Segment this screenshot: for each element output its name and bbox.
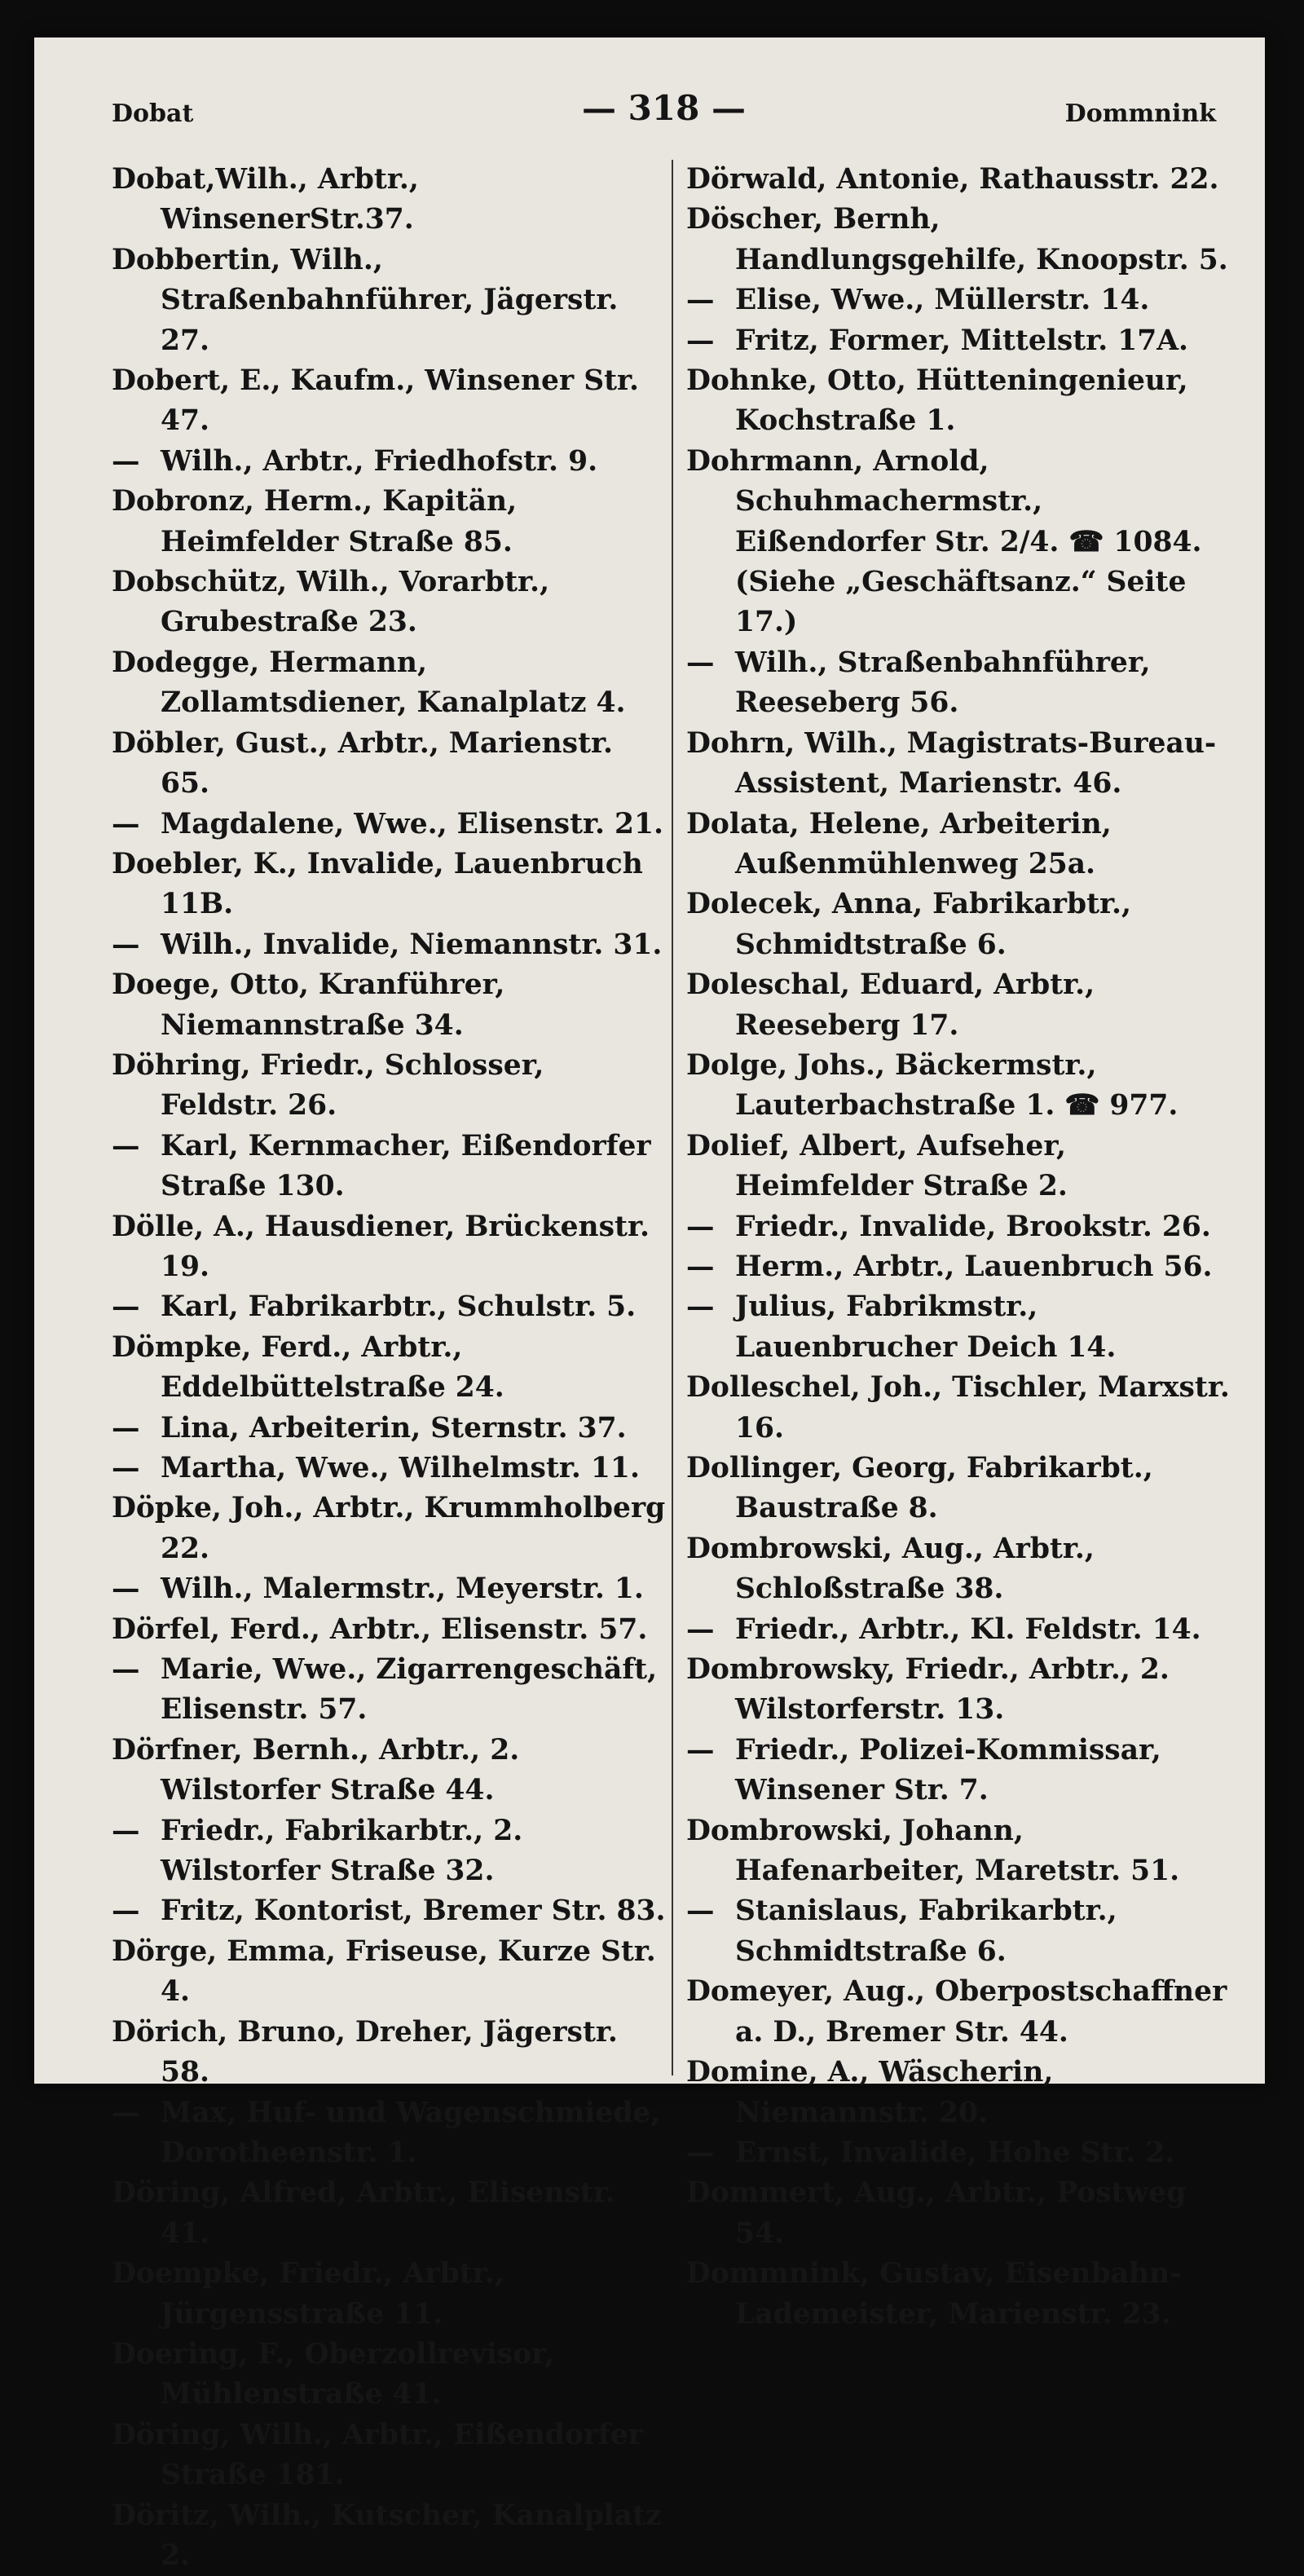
entry-text: Dolleschel, Joh., Tischler, Marxstr. 16. [686, 1371, 1230, 1445]
ditto-dash: — [112, 1895, 140, 1928]
entry-text: Doleschal, Eduard, Arbtr., Reeseberg 17. [686, 968, 1095, 1042]
entry-text: Lina, Arbeiterin, Sternstr. 37. [161, 1411, 627, 1445]
entry-text: Karl, Fabrikarbtr., Schulstr. 5. [161, 1290, 637, 1324]
directory-entry [112, 1449, 666, 1489]
directory-entry [112, 2173, 666, 2254]
entry-text: Fritz, Former, Mittelstr. 17A. [735, 324, 1189, 357]
entry-text: Ernst, Invalide, Hohe Str. 2. [735, 2136, 1175, 2169]
column-divider [672, 160, 673, 2075]
entry-text: Herm., Arbtr., Lauenbruch 56. [735, 1250, 1213, 1283]
entry-text: Dolata, Helene, Arbeiterin, Außenmühlenweg 25a. [686, 807, 1112, 880]
entry-text: Dodegge, Hermann, Zollamtsdiener, Kanalplatz 4. [112, 646, 626, 720]
entry-text: Karl, Kernmacher, Eißendorfer Straße 130. [161, 1129, 651, 1203]
ditto-dash: — [686, 1210, 715, 1243]
directory-entry [112, 1610, 666, 1650]
entry-text: Friedr., Arbtr., Kl. Feldstr. 14. [735, 1612, 1201, 1646]
directory-page [34, 37, 1265, 2572]
directory-entry [686, 361, 1240, 442]
ditto-dash: — [112, 807, 140, 840]
ditto-dash: — [112, 928, 140, 961]
directory-entry [112, 1328, 666, 1409]
directory-entry [686, 884, 1240, 965]
right-column [686, 160, 1240, 2335]
directory-entry [112, 1932, 666, 2013]
directory-entry [112, 2013, 666, 2093]
entry-text: Dommnink, Gustav, Eisenbahn-Lademeister, Marienstr. 23. [686, 2257, 1182, 2331]
entry-text: Döscher, Bernh, Handlungsgehilfe, Knoopstr. 5. [686, 203, 1228, 276]
directory-entry [686, 160, 1240, 200]
entry-text: Friedr., Polizei-Kommissar, Winsener Str. 7. [735, 1733, 1161, 1807]
entry-text: Domine, A., Wäscherin, Niemannstr. 20. [686, 2056, 1054, 2129]
directory-entry [686, 1811, 1240, 1892]
entry-text: Domeyer, Aug., Oberpostschaffner a. D., Bremer Str. 44. [686, 1975, 1227, 2049]
entry-text: Döpke, Joh., Arbtr., Krummholberg 22. [112, 1492, 666, 1565]
entry-text: Dombrowsky, Friedr., Arbtr., 2. Wilstorferstr. 13. [686, 1653, 1170, 1727]
directory-entry [686, 965, 1240, 1046]
directory-entry [686, 1127, 1240, 1207]
directory-entry [686, 1610, 1240, 1650]
ditto-dash: — [112, 2096, 140, 2129]
directory-entry [112, 2496, 666, 2576]
directory-entry [112, 925, 666, 965]
header-left-catchword: Dobat [112, 99, 194, 128]
entry-text: Dobbertin, Wilh., Straßenbahnführer, Jägerstr. 27. [112, 243, 619, 357]
entry-text: Stanislaus, Fabrikarbtr., Schmidtstraße 6. [735, 1895, 1117, 1968]
directory-entry [686, 442, 1240, 643]
entry-text: Martha, Wwe., Wilhelmstr. 11. [161, 1452, 640, 1484]
directory-entry [686, 2254, 1240, 2335]
entry-text: Doege, Otto, Kranführer, Niemannstraße 34. [112, 968, 505, 1042]
ditto-dash: — [112, 1129, 140, 1162]
ditto-dash: — [112, 444, 140, 478]
running-head [112, 88, 1216, 137]
ditto-dash: — [686, 2136, 715, 2169]
directory-entry [112, 1489, 666, 1569]
directory-entry [112, 2335, 666, 2415]
entry-text: Dömpke, Ferd., Arbtr., Eddelbüttelstraße 24. [112, 1330, 504, 1405]
ditto-dash: — [686, 284, 715, 317]
entry-text: Dohnke, Otto, Hütteningenieur, Kochstraße 1. [686, 364, 1188, 438]
entry-text: Elise, Wwe., Müllerstr. 14. [735, 284, 1150, 317]
directory-entry [686, 805, 1240, 885]
directory-entry [112, 1207, 666, 1288]
entry-text: Dohrmann, Arnold, Schuhmachermstr., Eißendorfer Str. 2/4. ☎ 1084. (Siehe „Geschäftsanz.“ Seite 17.) [686, 444, 1202, 639]
entry-text: Doempke, Friedr., Arbtr., Jürgensstraße 11. [112, 2257, 504, 2331]
entry-text: Dörfner, Bernh., Arbtr., 2. Wilstorfer Straße 44. [112, 1733, 520, 1807]
entry-text: Dobronz, Herm., Kapitän, Heimfelder Straße 85. [112, 485, 518, 558]
entry-text: Friedr., Fabrikarbtr., 2. Wilstorfer Straße 32. [161, 1814, 523, 1888]
directory-entry [686, 1529, 1240, 1610]
directory-entry [112, 442, 666, 482]
directory-entry [112, 1127, 666, 1207]
directory-entry [686, 1247, 1240, 1287]
directory-entry [112, 1569, 666, 1609]
directory-entry [112, 965, 666, 1046]
directory-entry [112, 1046, 666, 1127]
entry-text: Dörfel, Ferd., Arbtr., Elisenstr. 57. [112, 1612, 648, 1646]
ditto-dash: — [686, 646, 715, 679]
entry-text: Wilh., Invalide, Niemannstr. 31. [161, 928, 663, 961]
entry-text: Dombrowski, Johann, Hafenarbeiter, Maretstr. 51. [686, 1814, 1180, 1888]
entry-text: Dohrn, Wilh., Magistrats-Bureau-Assistent, Marienstr. 46. [686, 726, 1217, 801]
ditto-dash: — [112, 1452, 140, 1484]
directory-entry [686, 321, 1240, 361]
directory-entry [112, 482, 666, 562]
directory-entry [112, 724, 666, 805]
ditto-dash: — [112, 1814, 140, 1847]
entry-text: Wilh., Arbtr., Friedhofstr. 9. [161, 444, 598, 478]
directory-entry [112, 845, 666, 925]
ditto-dash: — [112, 1411, 140, 1445]
entry-text: Dolge, Johs., Bäckermstr., Lauterbachstraße 1. ☎ 977. [686, 1048, 1178, 1123]
ditto-dash: — [686, 1250, 715, 1283]
directory-entry [112, 1650, 666, 1731]
directory-entry [686, 1972, 1240, 2053]
entry-text: Wilh., Straßenbahnführer, Reeseberg 56. [735, 646, 1151, 720]
directory-entry [686, 1046, 1240, 1127]
directory-entry [112, 805, 666, 845]
entry-text: Max, Huf- und Wagenschmiede, Dorotheenstr. 1. [161, 2096, 661, 2169]
left-column [112, 160, 666, 2576]
entry-text: Dobschütz, Wilh., Vorarbtr., Grubestraße 23. [112, 566, 550, 639]
entry-text: Dobat,Wilh., Arbtr., WinsenerStr.37. [112, 163, 419, 236]
directory-entry [112, 1287, 666, 1327]
entry-text: Dolief, Albert, Aufseher, Heimfelder Straße 2. [686, 1129, 1068, 1203]
entry-text: Dörwald, Antonie, Rathausstr. 22. [686, 163, 1219, 196]
directory-entry [686, 1731, 1240, 1811]
directory-entry [112, 1731, 666, 1811]
ditto-dash: — [112, 1653, 140, 1687]
ditto-dash: — [112, 1290, 140, 1324]
entry-text: Doebler, K., Invalide, Lauenbruch 11B. [112, 847, 643, 921]
ditto-dash: — [686, 324, 715, 357]
entry-text: Dölle, A., Hausdiener, Brückenstr. 19. [112, 1210, 650, 1283]
directory-entry [112, 1811, 666, 1892]
directory-entry [686, 1891, 1240, 1972]
directory-entry [112, 643, 666, 724]
entry-text: Döbler, Gust., Arbtr., Marienstr. 65. [112, 726, 614, 801]
directory-entry [686, 2133, 1240, 2173]
directory-entry [112, 160, 666, 240]
ditto-dash: — [686, 1290, 715, 1324]
entry-text: Dörge, Emma, Friseuse, Kurze Str. 4. [112, 1934, 656, 2009]
ditto-dash: — [686, 1895, 715, 1928]
directory-entry [686, 1287, 1240, 1368]
directory-entry [112, 1891, 666, 1931]
directory-entry [686, 2173, 1240, 2254]
entry-text: Wilh., Malermstr., Meyerstr. 1. [161, 1573, 644, 1606]
directory-entry [112, 1409, 666, 1449]
directory-entry [686, 1650, 1240, 1731]
entry-text: Döring, Alfred, Arbtr., Elisenstr. 41. [112, 2177, 615, 2250]
directory-entry [686, 724, 1240, 805]
entry-text: Dommert, Aug., Arbtr., Postweg 54. [686, 2177, 1187, 2250]
entry-text: Dolecek, Anna, Fabrikarbtr., Schmidtstraße 6. [686, 888, 1132, 961]
directory-entry [112, 2254, 666, 2335]
ditto-dash: — [112, 1573, 140, 1606]
header-right-catchword: Dommnink [1064, 99, 1216, 128]
directory-entry [686, 2053, 1240, 2133]
directory-entry [112, 2415, 666, 2496]
entry-text: Dörich, Bruno, Dreher, Jägerstr. 58. [112, 2015, 618, 2089]
entry-text: Döritz, Wilh., Kutscher, Kanalplatz 2. [112, 2499, 662, 2572]
directory-entry [686, 643, 1240, 724]
directory-entry [112, 240, 666, 361]
entry-text: Döhring, Friedr., Schlosser, Feldstr. 26. [112, 1048, 544, 1123]
entry-text: Döring, Wilh., Arbtr., Eißendorfer Straße 181. [112, 2418, 643, 2492]
entry-text: Marie, Wwe., Zigarrengeschäft, Elisenstr. 57. [161, 1653, 658, 1727]
ditto-dash: — [686, 1733, 715, 1767]
page-number: — 318 — [582, 88, 746, 128]
directory-entry [686, 280, 1240, 320]
entry-text: Dombrowski, Aug., Arbtr., Schloßstraße 38. [686, 1532, 1095, 1606]
entry-text: Friedr., Invalide, Brookstr. 26. [735, 1210, 1211, 1243]
ditto-dash: — [686, 1612, 715, 1646]
directory-entry [686, 1368, 1240, 1449]
entry-text: Dollinger, Georg, Fabrikarbt., Baustraße 8. [686, 1452, 1153, 1525]
directory-entry [686, 1449, 1240, 1529]
entry-text: Fritz, Kontorist, Bremer Str. 83. [161, 1895, 666, 1928]
directory-entry [686, 1207, 1240, 1247]
directory-entry [112, 2093, 666, 2174]
directory-entry [686, 200, 1240, 280]
directory-entry [112, 562, 666, 643]
entry-text: Dobert, E., Kaufm., Winsener Str. 47. [112, 364, 640, 438]
directory-entry [112, 361, 666, 442]
entry-text: Julius, Fabrikmstr., Lauenbrucher Deich 14. [735, 1290, 1117, 1364]
entry-text: Magdalene, Wwe., Elisenstr. 21. [161, 807, 664, 840]
entry-text: Doering, F., Oberzollrevisor, Mühlenstraße 41. [112, 2337, 554, 2411]
